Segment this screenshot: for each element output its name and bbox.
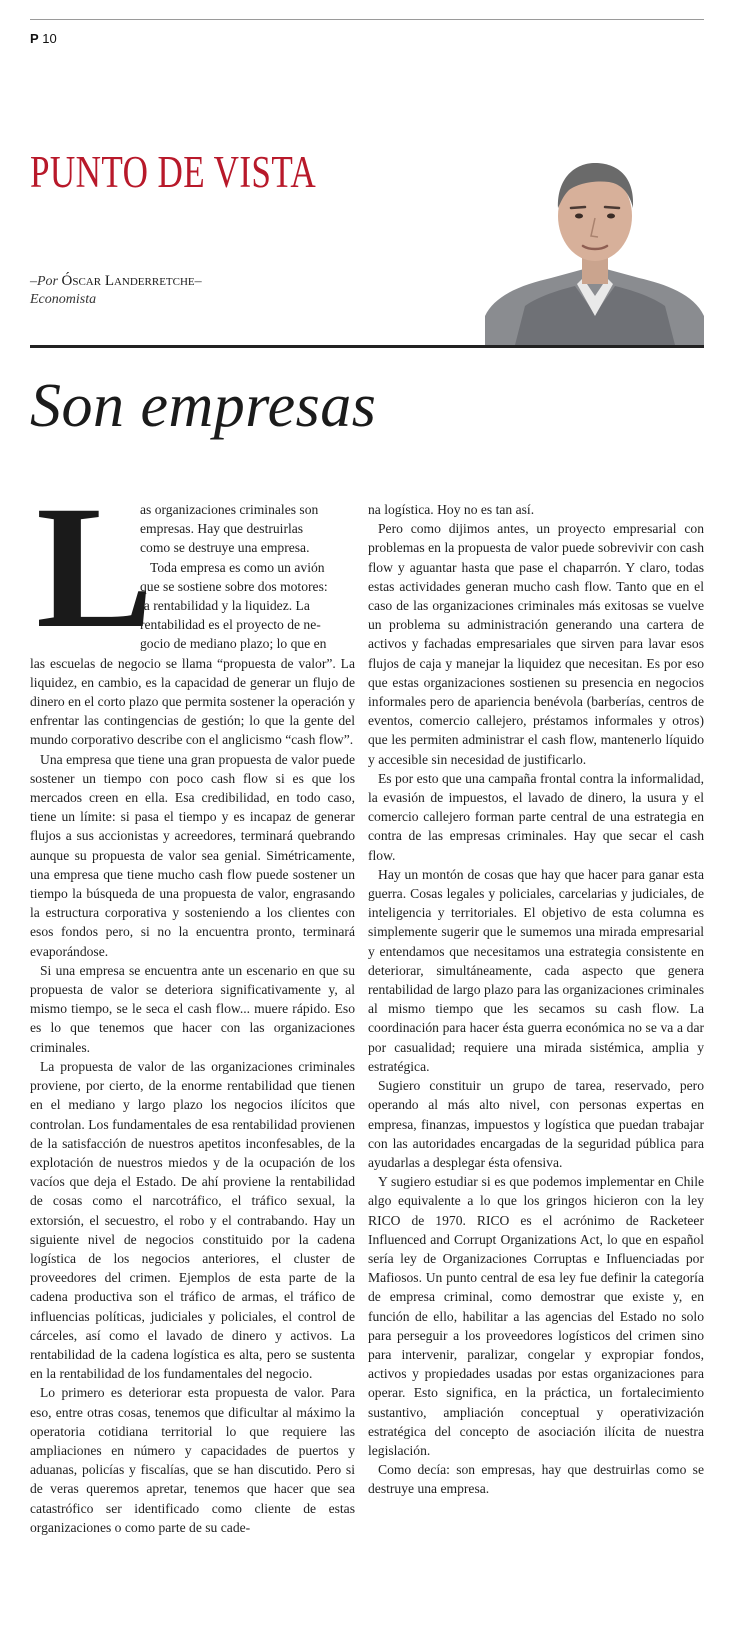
wrap-line: que se sostiene sobre dos motores: <box>140 578 328 594</box>
section-title: PUNTO DE VISTA <box>30 147 317 197</box>
wrap-line: la rentabilidad y la liquidez. La <box>140 598 310 614</box>
byline-suffix: – <box>194 274 202 289</box>
paragraph: Como decía: son empresas, hay que destruirlas como se destruye una empresa. <box>368 1462 704 1497</box>
paragraph: Pero como dijimos antes, un proyecto empresarial con problemas en la propuesta de valor puede sobrevivir con cash flow y aguantar hasta que pase el chaparrón. Y claro, todas estas actividades generan mucho cash flow. Tanto que en el caso de las organizaciones criminales más exitosas se vuelve un problema su administración generando una cartera de activos y fachadas empresariales que sirven para lavar esos flujos de caja y manejar la liquidez que necesitan. Es por eso que estas organizaciones sostienen su presencia en negocios informales pero de apariencia benévola (barberías, centros de eventos, comercio callejero, préstamos informales y otros) que les permiten administrar el cash flow, mantenerlo líquido y accesible sin necesidad de justificarlo. <box>368 521 704 767</box>
article-column-2 <box>368 500 704 1499</box>
paragraph: Una empresa que tiene una gran propuesta de valor puede sostener un tiempo con poco cash flow si es que los mercados creen en ella. Esa credibilidad, en todo caso, tiene un límite: si pasa el tiempo y es incapaz de generar flujos a sus accionistas y acreedores, terminará quebrando aunque su propuesta de valor sea genial. Simétricamente, una empresa que tiene mucho cash flow puede sostener un tiempo la búsqueda de una propuesta de valor, engrasando la estructura corporativa y sosteniendo a los clientes con esos fondos pero, si no la encuentra pronto, terminará evaporándose. <box>30 751 355 959</box>
byline-prefix: –Por <box>30 274 62 289</box>
headline-rule <box>30 345 704 348</box>
paragraph: La propuesta de valor de las organizaciones criminales proviene, por cierto, de la enorme rentabilidad que tienen en el mediano y largo plazo los negocios ilícitos que controlan. Los fundamentales de esa rentabilidad provienen de la satisfacción de nuestros apetitos inconfesables, de la explotación de nuestros miedos y de la ocupación de los vacíos que deja el Estado. De ahí proviene la rentabilidad de cosas como el narcotráfico, el tráfico sexual, la extorsión, el secuestro, el robo y el contrabando. Hay un siguiente nivel de negocios constituido por la cadena logística de los negocios anteriores, el cluster de proveedores del crimen. Ejemplos de esta parte de la cadena productiva son el tráfico de armas, el tráfico de influencias políticas, judiciales y policiales, el control de cárceles, así como el lavado de dinero y activos. La rentabilidad de la cadena logística es alta, pero se sustenta en la rentabilidad de los fundamentales del negocio. <box>30 1058 355 1382</box>
paragraph: Hay un montón de cosas que hay que hacer para ganar esta guerra. Cosas legales y policiales, carcelarias y judiciales, de inteligencia y territoriales. El objetivo de esta columna es simplemente sugerir que le sumemos una mirada empresarial y entendamos que necesitamos una estrategia consistente en deteriorar, simultáneamente, cada aspecto que genera rentabilidad de largo plazo para las organizaciones criminales al mismo tiempo que les secamos su cash flow. La coordinación para hacer ésta guerra económica no se va a dar por casualidad; requiere una mirada sistémica, amplia y estratégica. <box>368 866 704 1074</box>
intro-line: empresas. Hay que destruirlas <box>140 521 304 537</box>
author-role: Economista <box>30 292 97 307</box>
intro-line: as organizaciones criminales son <box>140 502 319 517</box>
paragraph: las escuelas de negocio se llama “propuesta de valor”. La liquidez, en cambio, es la capacidad de generar un flujo de dinero en el corto plazo que permita sostener la operación y enfrentar las contingencias de gestión; lo que la gente del mundo corporativo describe con el anglicismo “cash flow”. <box>30 655 355 748</box>
byline <box>30 273 202 290</box>
paragraph: Sugiero constituir un grupo de tarea, reservado, pero operando al más alto nivel, con personas expertas en empresa, finanzas, impuestos y logística que puedan trabajar con las autoridades encargadas de la seguridad pública para ayudarlas a desplegar ésta ofensiva. <box>368 1078 704 1170</box>
page-number-value: 10 <box>42 31 57 46</box>
drop-cap-letter: L <box>36 470 154 665</box>
wrap-line: Toda empresa es como un avión <box>150 559 325 575</box>
paragraph-continuation: na logística. Hoy no es tan así. <box>368 502 535 517</box>
article-column-1 <box>30 500 355 1537</box>
paragraph: Lo primero es deteriorar esta propuesta de valor. Para eso, entre otras cosas, tenemos que dificultar al máximo la operatoria cotidiana territorial lo que requiere las ampliaciones en número y capacidades de puertos y aduanas, policías y fiscalías, que se han discutido. Pero si de veras queremos apretar, tenemos que hacer que sea catastrófico ser identificado como cliente de estas organizaciones o como parte de su cade- <box>30 1385 355 1535</box>
wrap-line: gocio de mediano plazo; lo que en <box>140 636 327 652</box>
author-name: Óscar Landerretche <box>61 273 195 289</box>
author-portrait <box>485 146 704 345</box>
headline: Son empresas <box>30 372 377 440</box>
paragraph: Es por esto que una campaña frontal contra la informalidad, la evasión de impuestos, el lavado de dinero, la usura y el comercio callejero forman parte central de una estrategia en contra de las empresas criminales. Hay que secar el cash flow. <box>368 770 704 863</box>
page-prefix: P <box>30 31 39 46</box>
wrap-line: rentabilidad es el proyecto de ne- <box>140 617 321 633</box>
paragraph: Si una empresa se encuentra ante un escenario en que su propuesta de valor se deteriora significativamente y, al mismo tiempo, se le seca el cash flow... muere rápido. Eso es lo que tenemos que hacer con las organizaciones criminales. <box>30 962 355 1055</box>
paragraph: Y sugiero estudiar si es que podemos implementar en Chile algo equivalente a lo que los gringos hicieron con la ley RICO de 1970. RICO es el acrónimo de Racketeer Influenced and Corrupt Organizations Act, lo que en español sería ley de Organizaciones Corruptas e Influenciadas por Mafiosos. Un punto central de esa ley fue definir la categoría de empresa criminal, como demostrar que existe y, en función de ello, habilitar a las agencias del Estado no solo para perseguir a los proveedores logísticos del crimen sino para intervenir, paralizar, congelar y expropiar fondos, activos y propiedades usadas por estas organizaciones para operar. Esto significa, en la práctica, un fortalecimiento sustantivo, ampliación conceptual y operativización estratégica del concepto de asociación ilícita de nuestra legislación. <box>368 1174 704 1458</box>
intro-line: como se destruye una empresa. <box>140 540 310 556</box>
page-number <box>30 31 57 46</box>
top-rule <box>30 19 704 20</box>
